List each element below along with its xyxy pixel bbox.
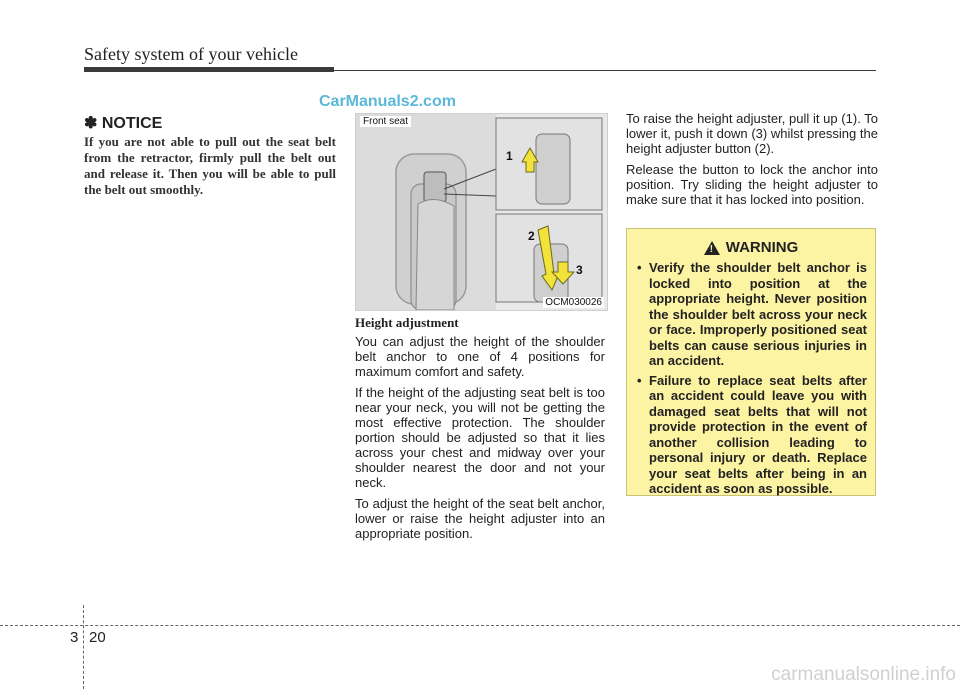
page-header-title: Safety system of your vehicle: [84, 44, 298, 64]
notice-title: ✽ NOTICE: [84, 115, 163, 132]
footer-divider: [0, 625, 960, 626]
figure-code: OCM030026: [545, 297, 602, 308]
callout-2: 2: [528, 229, 535, 243]
warning-item: • Failure to replace seat belts after an accident could leave you with damaged seat belts that will not provide protection in the event of another collision leading to personal injury or death. Replace your seat belts after being in an accident as soon as possible.: [635, 373, 867, 497]
instruction-paragraph: Release the button to lock the anchor into position. Try sliding the height adjuster to make sure that it has locked into position.: [626, 162, 878, 207]
height-adjustment-paragraph: If the height of the adjusting seat belt is too near your neck, you will not be getting the most effective protection. The shoulder portion should be adjusted so that it lies across your chest and midway over your shoulder nearest the door and not your neck.: [355, 385, 605, 490]
warning-header: [635, 239, 867, 256]
header-rule: [84, 67, 334, 72]
height-adjustment-section: [355, 315, 605, 547]
warning-triangle-icon: !: [704, 241, 720, 255]
footer-watermark: carmanualsonline.info: [771, 664, 956, 685]
warning-title: WARNING: [725, 239, 799, 256]
page-number: 20: [89, 629, 106, 646]
callout-3: 3: [576, 263, 583, 277]
warning-list: [635, 260, 867, 497]
adjuster-instructions: [626, 111, 878, 213]
height-adjustment-heading: Height adjustment: [355, 315, 459, 330]
notice-body: If you are not able to pull out the seat belt from the retractor, firmly pull the belt out and release it. Then you will be able to pull the belt out smoothly.: [84, 134, 336, 197]
callout-1: 1: [506, 149, 513, 163]
height-adjustment-paragraph: To adjust the height of the seat belt anchor, lower or raise the height adjuster into an appropriate position.: [355, 496, 605, 541]
seat-belt-figure: [355, 113, 608, 311]
chapter-number: 3: [70, 629, 79, 646]
height-adjustment-paragraph: You can adjust the height of the shoulder belt anchor to one of 4 positions for maximum comfort and safety.: [355, 334, 605, 379]
warning-item: • Verify the shoulder belt anchor is locked into position at the appropriate height. Never position the shoulder belt across your neck or face. Improperly positioned seat belts can cause serious injuries in an accident.: [635, 260, 867, 369]
figure-label: Front seat: [360, 116, 411, 127]
header-rule-thin: [334, 70, 876, 71]
watermark-top: CarManuals2.com: [319, 93, 456, 110]
instruction-paragraph: To raise the height adjuster, pull it up (1). To lower it, push it down (3) whilst pressing the height adjuster button (2).: [626, 111, 878, 156]
seat-belt-illustration: [356, 114, 607, 310]
footer-vertical-divider: [83, 605, 84, 689]
warning-box: [626, 228, 876, 496]
